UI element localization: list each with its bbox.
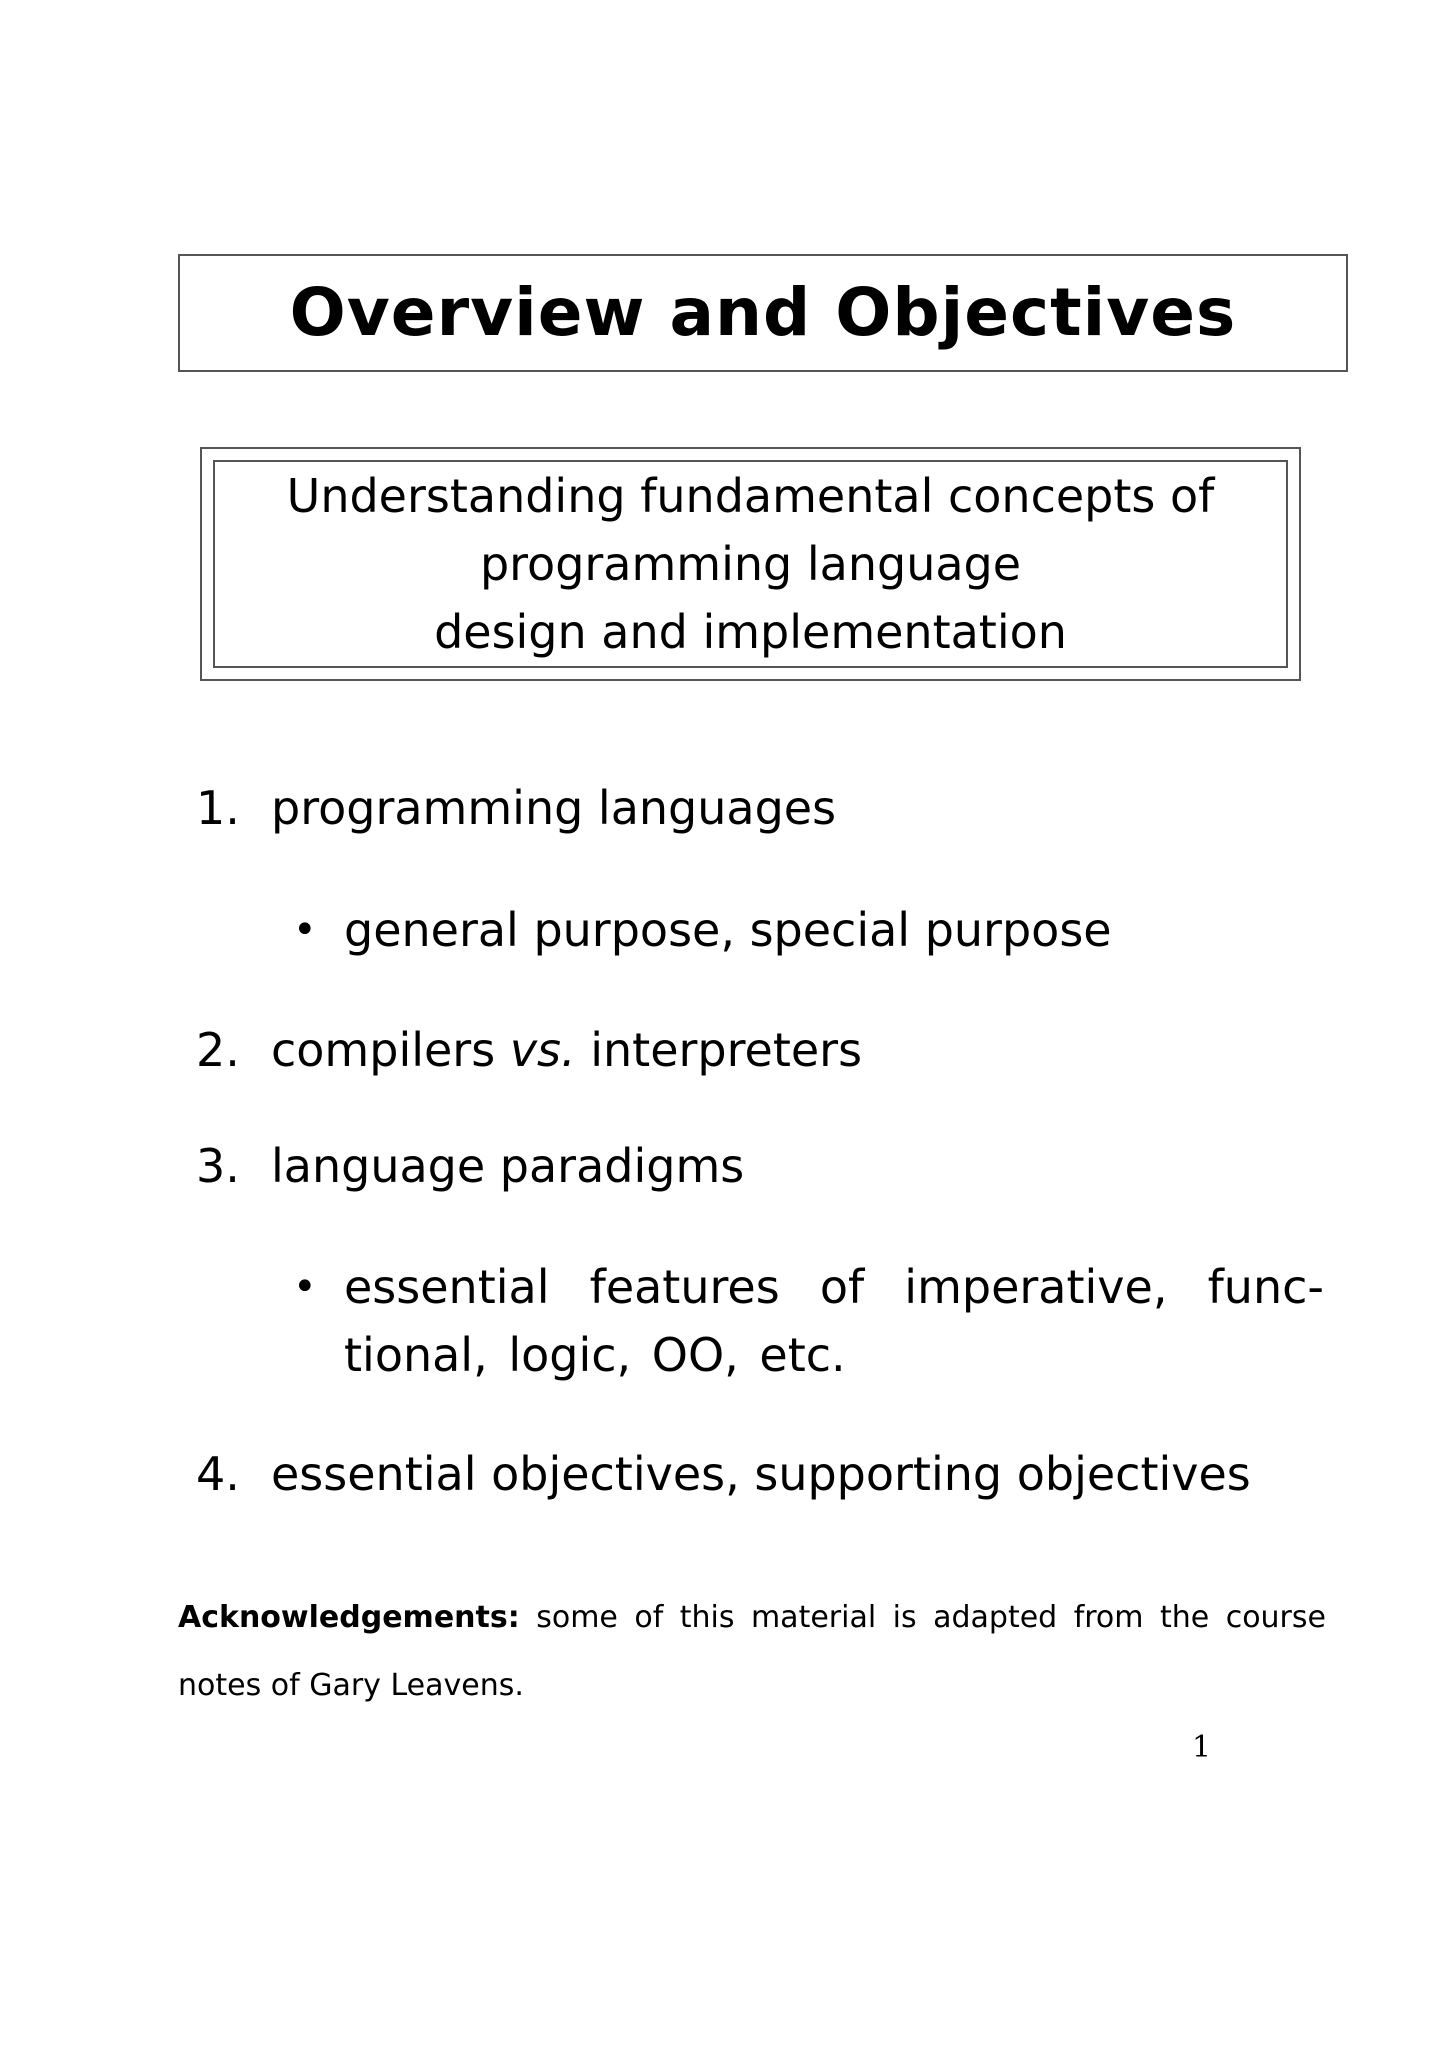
subtitle-line-2: programming language: [479, 537, 1022, 591]
list-item-number: 2.: [196, 1023, 240, 1077]
bullet-icon: •: [293, 1264, 317, 1310]
subtitle-box-outer: [200, 447, 1301, 681]
subtitle-line-1: Understanding fundamental concepts of: [286, 469, 1215, 523]
bullet-icon: •: [293, 907, 317, 953]
list-item-text-after: interpreters: [590, 1023, 863, 1077]
page-number: 1: [1192, 1730, 1212, 1765]
list-item-text: essential objectives, supporting objectives: [271, 1447, 1251, 1501]
bullet-text: general purpose, special purpose: [344, 903, 1112, 957]
list-item-number: 4.: [196, 1447, 240, 1501]
acknowledgements-label: Acknowledgements:: [178, 1600, 520, 1635]
list-item-text-emphasis: vs.: [509, 1023, 576, 1077]
bullet-text: essential features of imperative, func- tional, logic, OO, etc.: [344, 1260, 1324, 1382]
subtitle-line-3: design and implementation: [434, 605, 1067, 659]
list-item-number: 1.: [196, 781, 240, 835]
list-item-text: [271, 1016, 862, 1084]
list-item-text: language paradigms: [271, 1139, 745, 1193]
title-box: [178, 254, 1348, 372]
list-item-text-before: compilers: [271, 1023, 496, 1077]
subtitle-box-inner: [213, 460, 1288, 668]
acknowledgements: [178, 1584, 1326, 1720]
list-item-number: 3.: [196, 1139, 240, 1193]
page-title: Overview and Objectives: [289, 274, 1237, 351]
acknowledgements-text: some of this material is adapted from the course notes of Gary Leavens.: [178, 1600, 1326, 1703]
list-item-text: programming languages: [271, 781, 837, 835]
